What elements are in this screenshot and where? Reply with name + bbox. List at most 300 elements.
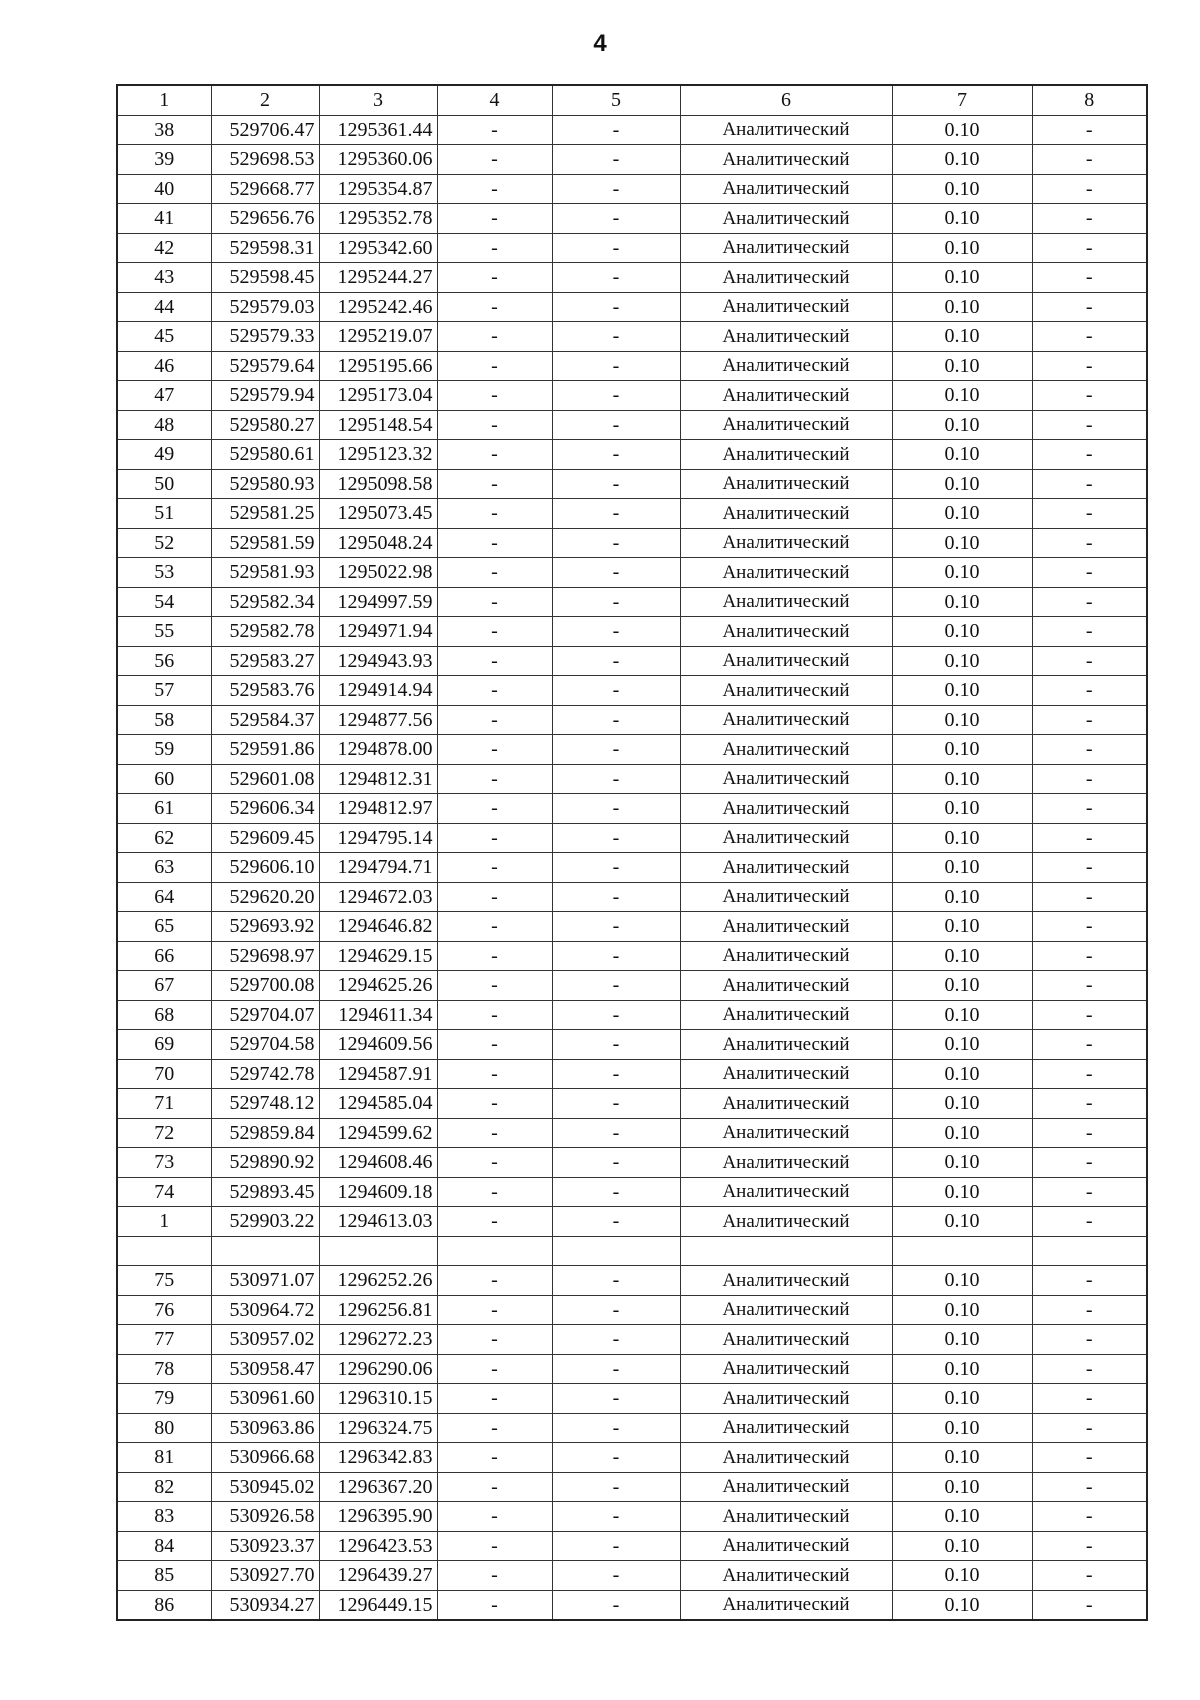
x-coordinate-cell: 529591.86 (211, 735, 319, 765)
column-5-cell: - (552, 1354, 680, 1384)
x-coordinate-cell: 529704.07 (211, 1000, 319, 1030)
y-coordinate-cell: 1296423.53 (319, 1531, 437, 1561)
column-5-cell: - (552, 469, 680, 499)
x-coordinate-cell: 530971.07 (211, 1266, 319, 1296)
column-5-cell: - (552, 1472, 680, 1502)
table-row (117, 558, 1147, 588)
y-coordinate-cell: 1296324.75 (319, 1413, 437, 1443)
column-4-cell: - (437, 1000, 552, 1030)
method-cell: Аналитический (680, 705, 892, 735)
accuracy-cell: 0.10 (892, 440, 1032, 470)
x-coordinate-cell: 529579.94 (211, 381, 319, 411)
accuracy-cell: 0.10 (892, 764, 1032, 794)
y-coordinate-cell: 1294599.62 (319, 1118, 437, 1148)
column-8-cell: - (1032, 558, 1147, 588)
column-8-cell: - (1032, 912, 1147, 942)
method-cell: Аналитический (680, 1413, 892, 1443)
table-row (117, 204, 1147, 234)
column-8-cell: - (1032, 1089, 1147, 1119)
column-5-cell: - (552, 1207, 680, 1237)
column-4-cell: - (437, 912, 552, 942)
table-row (117, 676, 1147, 706)
table-row (117, 764, 1147, 794)
y-coordinate-cell: 1294587.91 (319, 1059, 437, 1089)
accuracy-cell: 0.10 (892, 1148, 1032, 1178)
column-5-cell: - (552, 322, 680, 352)
column-4-cell: - (437, 882, 552, 912)
method-cell: Аналитический (680, 351, 892, 381)
accuracy-cell: 0.10 (892, 1295, 1032, 1325)
column-5-cell: - (552, 1561, 680, 1591)
table-row (117, 1384, 1147, 1414)
column-4-cell: - (437, 1059, 552, 1089)
column-5-cell: - (552, 204, 680, 234)
x-coordinate-cell (211, 1236, 319, 1266)
column-4-cell: - (437, 971, 552, 1001)
method-cell: Аналитический (680, 1000, 892, 1030)
point-number-cell: 77 (117, 1325, 211, 1355)
y-coordinate-cell: 1296395.90 (319, 1502, 437, 1532)
y-coordinate-cell: 1296252.26 (319, 1266, 437, 1296)
x-coordinate-cell: 529742.78 (211, 1059, 319, 1089)
point-number-cell: 80 (117, 1413, 211, 1443)
table-row (117, 1502, 1147, 1532)
y-coordinate-cell: 1296449.15 (319, 1590, 437, 1620)
column-5-cell: - (552, 1531, 680, 1561)
method-cell: Аналитический (680, 912, 892, 942)
point-number-cell: 54 (117, 587, 211, 617)
x-coordinate-cell: 530934.27 (211, 1590, 319, 1620)
column-5-cell: - (552, 263, 680, 293)
column-5-cell: - (552, 971, 680, 1001)
x-coordinate-cell: 529598.45 (211, 263, 319, 293)
column-8-cell: - (1032, 1443, 1147, 1473)
table-row (117, 1089, 1147, 1119)
table-row (117, 115, 1147, 145)
y-coordinate-cell: 1294609.56 (319, 1030, 437, 1060)
column-4-cell: - (437, 351, 552, 381)
column-8-cell (1032, 1236, 1147, 1266)
accuracy-cell: 0.10 (892, 1590, 1032, 1620)
x-coordinate-cell: 529606.34 (211, 794, 319, 824)
accuracy-cell: 0.10 (892, 1089, 1032, 1119)
column-8-cell: - (1032, 1384, 1147, 1414)
point-number-cell: 52 (117, 528, 211, 558)
column-8-cell: - (1032, 1354, 1147, 1384)
column-8-cell: - (1032, 351, 1147, 381)
point-number-cell: 48 (117, 410, 211, 440)
column-5-cell: - (552, 1118, 680, 1148)
table-row (117, 174, 1147, 204)
accuracy-cell: 0.10 (892, 1443, 1032, 1473)
table-row (117, 823, 1147, 853)
accuracy-cell: 0.10 (892, 145, 1032, 175)
point-number-cell: 66 (117, 941, 211, 971)
method-cell: Аналитический (680, 1325, 892, 1355)
column-4-cell: - (437, 853, 552, 883)
table-row (117, 1590, 1147, 1620)
y-coordinate-cell: 1295219.07 (319, 322, 437, 352)
x-coordinate-cell: 529579.03 (211, 292, 319, 322)
point-number-cell: 65 (117, 912, 211, 942)
method-cell: Аналитический (680, 1177, 892, 1207)
method-cell: Аналитический (680, 1207, 892, 1237)
y-coordinate-cell: 1296272.23 (319, 1325, 437, 1355)
point-number-cell: 83 (117, 1502, 211, 1532)
y-coordinate-cell: 1296290.06 (319, 1354, 437, 1384)
x-coordinate-cell: 529581.93 (211, 558, 319, 588)
y-coordinate-cell: 1295173.04 (319, 381, 437, 411)
column-4-cell: - (437, 381, 552, 411)
column-8-cell: - (1032, 528, 1147, 558)
column-8-cell: - (1032, 1472, 1147, 1502)
y-coordinate-cell: 1294672.03 (319, 882, 437, 912)
column-8-cell: - (1032, 115, 1147, 145)
accuracy-cell: 0.10 (892, 1413, 1032, 1443)
column-4-cell: - (437, 115, 552, 145)
column-8-cell: - (1032, 882, 1147, 912)
column-4-cell: - (437, 528, 552, 558)
table-row (117, 705, 1147, 735)
column-header: 8 (1032, 85, 1147, 115)
column-5-cell: - (552, 617, 680, 647)
accuracy-cell: 0.10 (892, 1325, 1032, 1355)
table-row (117, 1472, 1147, 1502)
accuracy-cell: 0.10 (892, 1266, 1032, 1296)
point-number-cell: 78 (117, 1354, 211, 1384)
column-8-cell: - (1032, 1030, 1147, 1060)
column-4-cell: - (437, 1295, 552, 1325)
accuracy-cell: 0.10 (892, 469, 1032, 499)
column-4-cell: - (437, 233, 552, 263)
table-row (117, 912, 1147, 942)
column-8-cell: - (1032, 735, 1147, 765)
accuracy-cell: 0.10 (892, 676, 1032, 706)
column-header: 2 (211, 85, 319, 115)
accuracy-cell: 0.10 (892, 853, 1032, 883)
column-4-cell: - (437, 1531, 552, 1561)
column-5-cell: - (552, 233, 680, 263)
point-number-cell: 45 (117, 322, 211, 352)
accuracy-cell: 0.10 (892, 823, 1032, 853)
x-coordinate-cell: 529598.31 (211, 233, 319, 263)
accuracy-cell: 0.10 (892, 587, 1032, 617)
y-coordinate-cell: 1295361.44 (319, 115, 437, 145)
x-coordinate-cell: 529583.76 (211, 676, 319, 706)
accuracy-cell: 0.10 (892, 971, 1032, 1001)
table-row (117, 1295, 1147, 1325)
accuracy-cell: 0.10 (892, 1000, 1032, 1030)
point-number-cell: 81 (117, 1443, 211, 1473)
point-number-cell: 67 (117, 971, 211, 1001)
y-coordinate-cell: 1294812.97 (319, 794, 437, 824)
point-number-cell: 69 (117, 1030, 211, 1060)
column-8-cell: - (1032, 322, 1147, 352)
column-8-cell: - (1032, 1059, 1147, 1089)
column-4-cell: - (437, 322, 552, 352)
method-cell: Аналитический (680, 410, 892, 440)
x-coordinate-cell: 529698.53 (211, 145, 319, 175)
table-row (117, 528, 1147, 558)
method-cell: Аналитический (680, 233, 892, 263)
method-cell: Аналитический (680, 1030, 892, 1060)
column-header: 5 (552, 85, 680, 115)
point-number-cell: 72 (117, 1118, 211, 1148)
y-coordinate-cell: 1295360.06 (319, 145, 437, 175)
x-coordinate-cell: 529582.78 (211, 617, 319, 647)
point-number-cell: 50 (117, 469, 211, 499)
method-cell: Аналитический (680, 1089, 892, 1119)
table-row (117, 853, 1147, 883)
column-8-cell: - (1032, 646, 1147, 676)
x-coordinate-cell: 529620.20 (211, 882, 319, 912)
method-cell: Аналитический (680, 1059, 892, 1089)
y-coordinate-cell: 1294609.18 (319, 1177, 437, 1207)
column-4-cell: - (437, 1177, 552, 1207)
column-5-cell (552, 1236, 680, 1266)
method-cell: Аналитический (680, 853, 892, 883)
table-row (117, 1207, 1147, 1237)
x-coordinate-cell: 529704.58 (211, 1030, 319, 1060)
method-cell: Аналитический (680, 676, 892, 706)
column-5-cell: - (552, 410, 680, 440)
y-coordinate-cell: 1295195.66 (319, 351, 437, 381)
method-cell: Аналитический (680, 617, 892, 647)
x-coordinate-cell: 529601.08 (211, 764, 319, 794)
table-row (117, 735, 1147, 765)
method-cell: Аналитический (680, 145, 892, 175)
column-5-cell: - (552, 823, 680, 853)
column-5-cell: - (552, 794, 680, 824)
method-cell: Аналитический (680, 381, 892, 411)
column-header: 7 (892, 85, 1032, 115)
column-8-cell: - (1032, 1118, 1147, 1148)
x-coordinate-cell: 529582.34 (211, 587, 319, 617)
x-coordinate-cell: 530923.37 (211, 1531, 319, 1561)
x-coordinate-cell: 529890.92 (211, 1148, 319, 1178)
column-8-cell: - (1032, 204, 1147, 234)
column-4-cell: - (437, 410, 552, 440)
method-cell: Аналитический (680, 1354, 892, 1384)
point-number-cell: 39 (117, 145, 211, 175)
column-4-cell: - (437, 292, 552, 322)
column-5-cell: - (552, 1384, 680, 1414)
column-8-cell: - (1032, 764, 1147, 794)
method-cell: Аналитический (680, 823, 892, 853)
point-number-cell: 68 (117, 1000, 211, 1030)
column-5-cell: - (552, 1295, 680, 1325)
accuracy-cell: 0.10 (892, 499, 1032, 529)
x-coordinate-cell: 530926.58 (211, 1502, 319, 1532)
column-8-cell: - (1032, 1590, 1147, 1620)
x-coordinate-cell: 529609.45 (211, 823, 319, 853)
point-number-cell: 58 (117, 705, 211, 735)
point-number-cell: 49 (117, 440, 211, 470)
x-coordinate-cell: 530961.60 (211, 1384, 319, 1414)
column-4-cell: - (437, 174, 552, 204)
x-coordinate-cell: 530945.02 (211, 1472, 319, 1502)
column-8-cell: - (1032, 1325, 1147, 1355)
column-4-cell: - (437, 1089, 552, 1119)
method-cell: Аналитический (680, 440, 892, 470)
column-8-cell: - (1032, 292, 1147, 322)
column-8-cell: - (1032, 587, 1147, 617)
column-5-cell: - (552, 1000, 680, 1030)
column-8-cell: - (1032, 941, 1147, 971)
point-number-cell: 46 (117, 351, 211, 381)
column-5-cell: - (552, 941, 680, 971)
column-5-cell: - (552, 1177, 680, 1207)
accuracy-cell: 0.10 (892, 410, 1032, 440)
point-number-cell: 56 (117, 646, 211, 676)
column-4-cell: - (437, 941, 552, 971)
method-cell (680, 1236, 892, 1266)
column-4-cell: - (437, 1561, 552, 1591)
y-coordinate-cell: 1294795.14 (319, 823, 437, 853)
method-cell: Аналитический (680, 1384, 892, 1414)
method-cell: Аналитический (680, 764, 892, 794)
table-row (117, 1266, 1147, 1296)
accuracy-cell: 0.10 (892, 322, 1032, 352)
column-5-cell: - (552, 1502, 680, 1532)
accuracy-cell: 0.10 (892, 882, 1032, 912)
column-8-cell: - (1032, 233, 1147, 263)
point-number-cell: 73 (117, 1148, 211, 1178)
table-row (117, 617, 1147, 647)
column-4-cell: - (437, 587, 552, 617)
x-coordinate-cell: 529584.37 (211, 705, 319, 735)
x-coordinate-cell: 529903.22 (211, 1207, 319, 1237)
y-coordinate-cell: 1294812.31 (319, 764, 437, 794)
accuracy-cell: 0.10 (892, 528, 1032, 558)
accuracy-cell: 0.10 (892, 1502, 1032, 1532)
column-5-cell: - (552, 735, 680, 765)
column-5-cell: - (552, 115, 680, 145)
column-8-cell: - (1032, 410, 1147, 440)
point-number-cell: 84 (117, 1531, 211, 1561)
method-cell: Аналитический (680, 528, 892, 558)
x-coordinate-cell: 530957.02 (211, 1325, 319, 1355)
point-number-cell: 59 (117, 735, 211, 765)
table-row (117, 587, 1147, 617)
table-row (117, 1413, 1147, 1443)
accuracy-cell: 0.10 (892, 263, 1032, 293)
column-8-cell: - (1032, 617, 1147, 647)
y-coordinate-cell: 1295073.45 (319, 499, 437, 529)
point-number-cell: 42 (117, 233, 211, 263)
y-coordinate-cell: 1296310.15 (319, 1384, 437, 1414)
column-4-cell: - (437, 735, 552, 765)
y-coordinate-cell: 1296367.20 (319, 1472, 437, 1502)
y-coordinate-cell: 1294613.03 (319, 1207, 437, 1237)
method-cell: Аналитический (680, 174, 892, 204)
column-8-cell: - (1032, 1561, 1147, 1591)
x-coordinate-cell: 529579.33 (211, 322, 319, 352)
accuracy-cell: 0.10 (892, 1207, 1032, 1237)
accuracy-cell: 0.10 (892, 1531, 1032, 1561)
column-4-cell: - (437, 1266, 552, 1296)
column-4-cell: - (437, 1384, 552, 1414)
point-number-cell: 38 (117, 115, 211, 145)
y-coordinate-cell: 1294943.93 (319, 646, 437, 676)
method-cell: Аналитический (680, 587, 892, 617)
column-4-cell: - (437, 1354, 552, 1384)
column-header: 6 (680, 85, 892, 115)
accuracy-cell: 0.10 (892, 1118, 1032, 1148)
accuracy-cell: 0.10 (892, 381, 1032, 411)
column-5-cell: - (552, 440, 680, 470)
column-4-cell: - (437, 1207, 552, 1237)
table-row (117, 499, 1147, 529)
table-row (117, 646, 1147, 676)
column-4-cell: - (437, 823, 552, 853)
y-coordinate-cell: 1295342.60 (319, 233, 437, 263)
method-cell: Аналитический (680, 1443, 892, 1473)
column-8-cell: - (1032, 174, 1147, 204)
column-header: 3 (319, 85, 437, 115)
table-row (117, 145, 1147, 175)
column-5-cell: - (552, 1443, 680, 1473)
y-coordinate-cell: 1295354.87 (319, 174, 437, 204)
column-5-cell: - (552, 646, 680, 676)
table-row (117, 1118, 1147, 1148)
point-number-cell: 55 (117, 617, 211, 647)
y-coordinate-cell: 1296439.27 (319, 1561, 437, 1591)
table-row (117, 1354, 1147, 1384)
table-row (117, 1531, 1147, 1561)
x-coordinate-cell: 529581.25 (211, 499, 319, 529)
x-coordinate-cell: 529893.45 (211, 1177, 319, 1207)
coordinates-table (116, 84, 1148, 1621)
point-number-cell: 60 (117, 764, 211, 794)
column-8-cell: - (1032, 1148, 1147, 1178)
point-number-cell: 86 (117, 1590, 211, 1620)
x-coordinate-cell: 529693.92 (211, 912, 319, 942)
x-coordinate-cell: 529580.27 (211, 410, 319, 440)
x-coordinate-cell: 529656.76 (211, 204, 319, 234)
point-number-cell: 53 (117, 558, 211, 588)
column-4-cell: - (437, 1502, 552, 1532)
accuracy-cell: 0.10 (892, 735, 1032, 765)
column-header: 4 (437, 85, 552, 115)
method-cell: Аналитический (680, 115, 892, 145)
accuracy-cell: 0.10 (892, 1177, 1032, 1207)
column-4-cell: - (437, 558, 552, 588)
table-row (117, 971, 1147, 1001)
column-8-cell: - (1032, 263, 1147, 293)
column-5-cell: - (552, 499, 680, 529)
column-8-cell: - (1032, 1266, 1147, 1296)
accuracy-cell: 0.10 (892, 115, 1032, 145)
y-coordinate-cell: 1294611.34 (319, 1000, 437, 1030)
accuracy-cell: 0.10 (892, 233, 1032, 263)
column-4-cell: - (437, 1443, 552, 1473)
y-coordinate-cell (319, 1236, 437, 1266)
column-5-cell: - (552, 912, 680, 942)
point-number-cell: 64 (117, 882, 211, 912)
column-5-cell: - (552, 587, 680, 617)
column-8-cell: - (1032, 145, 1147, 175)
accuracy-cell: 0.10 (892, 204, 1032, 234)
column-4-cell: - (437, 676, 552, 706)
y-coordinate-cell: 1294646.82 (319, 912, 437, 942)
accuracy-cell: 0.10 (892, 1472, 1032, 1502)
x-coordinate-cell: 529580.93 (211, 469, 319, 499)
column-8-cell: - (1032, 705, 1147, 735)
x-coordinate-cell: 529580.61 (211, 440, 319, 470)
column-5-cell: - (552, 528, 680, 558)
y-coordinate-cell: 1295098.58 (319, 469, 437, 499)
